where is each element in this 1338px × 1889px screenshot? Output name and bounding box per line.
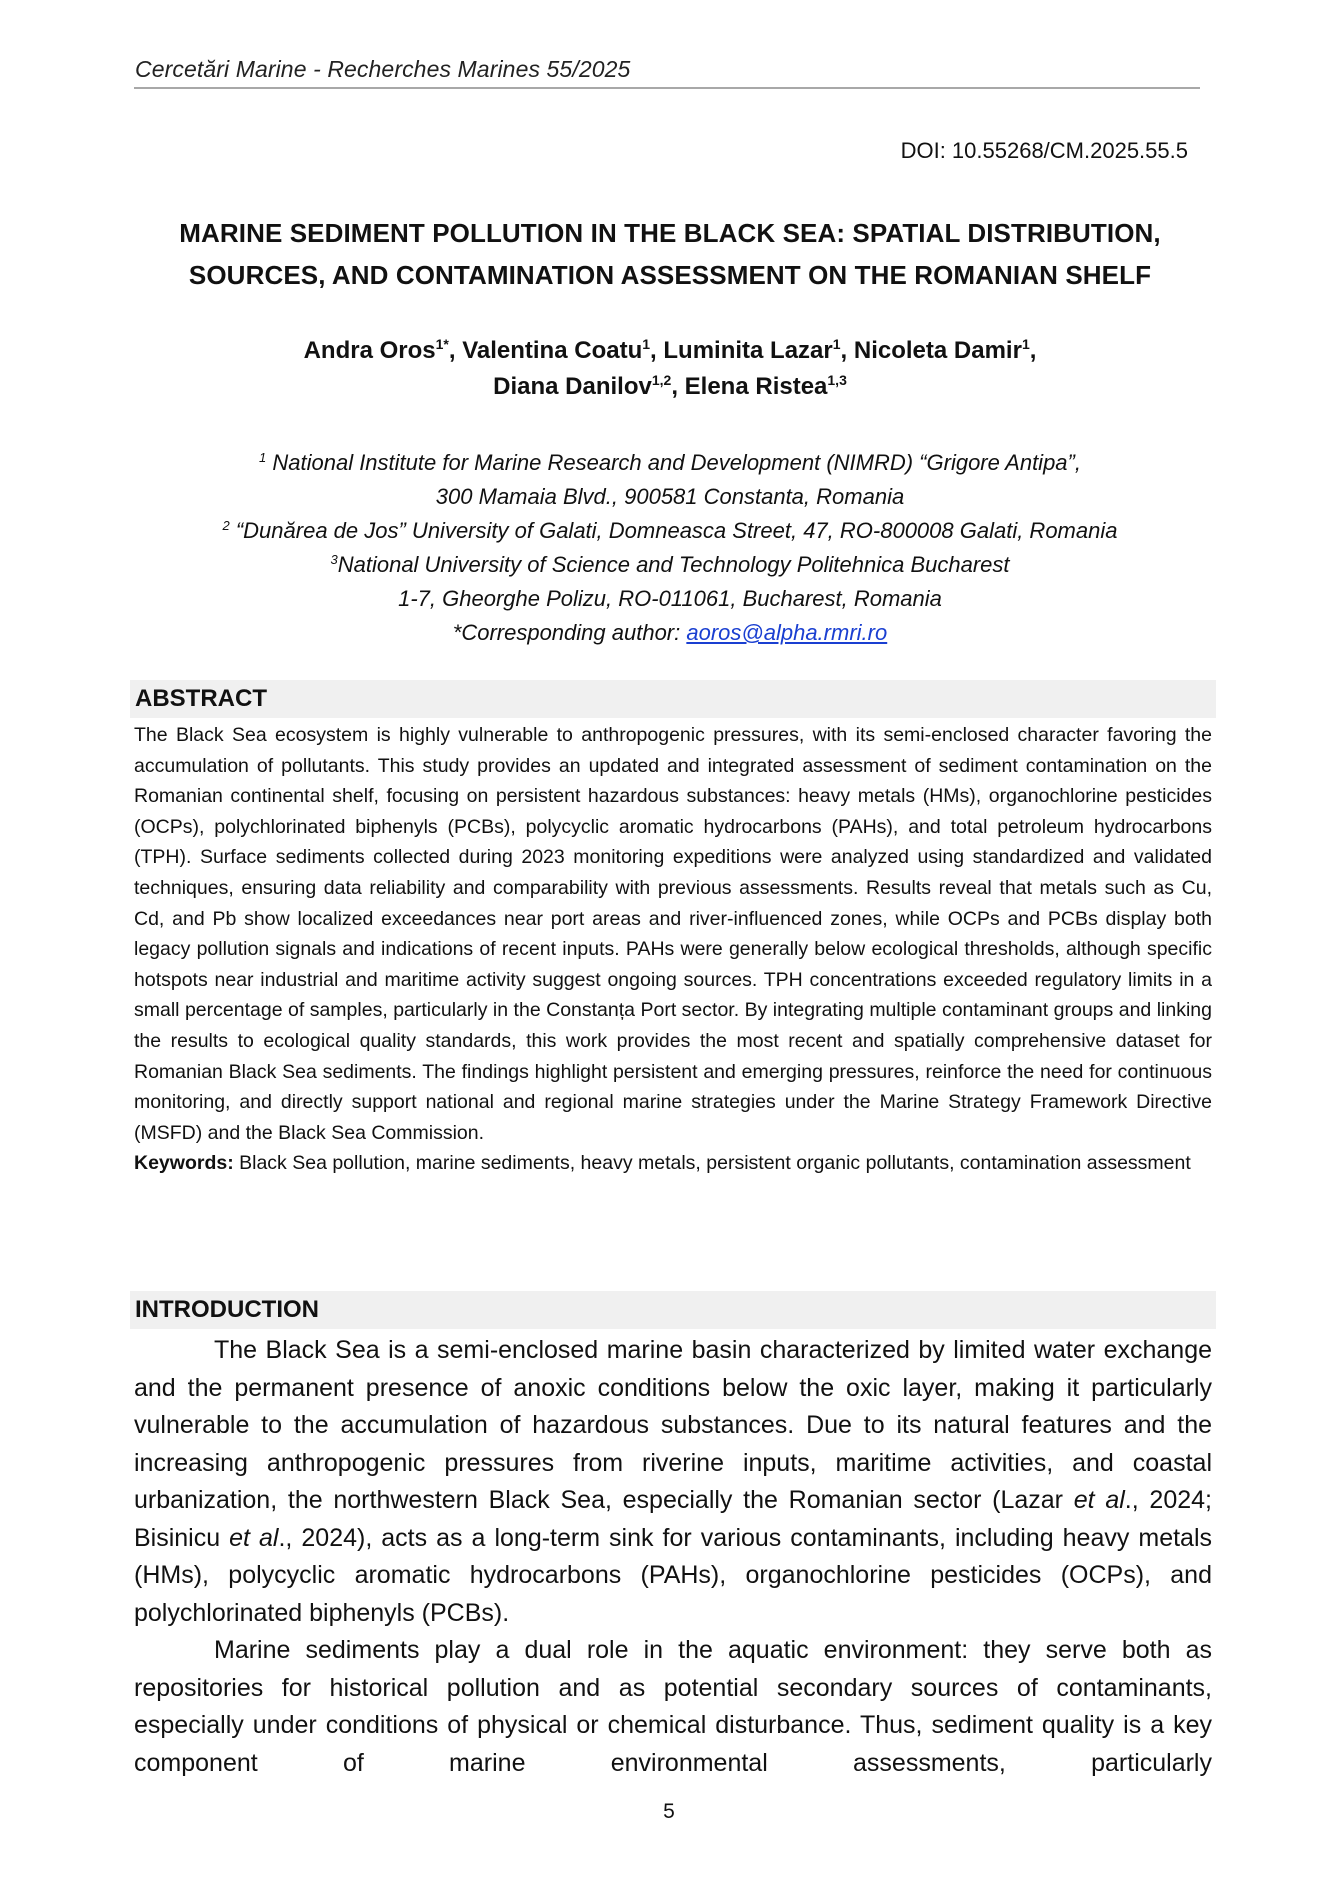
affiliation-1 [120,446,1220,480]
text-run: ., 2024; Bisinicu [134,1486,1212,1552]
running-header: Cercetări Marine - Recherches Marines 55/2025 [135,56,631,82]
author-name: Elena Ristea [684,373,828,400]
corresponding-email-link[interactable]: aoros@alpha.rmri.ro [686,620,888,645]
author-affiliation-mark: 1,3 [827,372,847,388]
affiliation-mark: 3 [330,552,338,567]
abstract-heading: ABSTRACT [130,680,1216,718]
introduction-body [134,1332,1212,1782]
author-separator: , [1029,337,1037,364]
introduction-paragraph-1 [134,1332,1212,1632]
author-list [120,333,1220,405]
author-name: Andra Oros [303,337,436,364]
citation-etal: et al [1073,1486,1125,1514]
affiliations [120,446,1220,650]
author-name: Luminita Lazar [663,337,833,364]
citation-etal: et al [229,1523,279,1552]
author-name: Nicoleta Damir [853,337,1022,364]
introduction-paragraph-2: Marine sediments play a dual role in the aquatic environment: they serve both as repositories for historical pollution and as potential secondary sources of contaminants, especially under conditions of physical or chemical disturbance. Thus, sediment quality is a key component of marine environmental assessments, particularly [134,1636,1212,1777]
introduction-heading: INTRODUCTION [130,1291,1216,1329]
paper-title [120,212,1220,296]
keywords-label: Keywords: [134,1152,234,1175]
abstract-text: The Black Sea ecosystem is highly vulnerable to anthropogenic pressures, with its semi-enclosed character favoring the accumulation of pollutants. This study provides an updated and integrated assessment of sediment contamination on the Romanian continental shelf, focusing on persistent hazardous substances: heavy metals (HMs), organochlorine pesticides (OCPs), polychlorinated biphenyls (PCBs), polycyclic aromatic hydrocarbons (PAHs), and total petroleum hydrocarbons (TPH). Surface sediments collected during 2023 monitoring expeditions were analyzed using standardized and validated techniques, ensuring data reliability and comparability with previous assessments. Results reveal that metals such as Cu, Cd, and Pb show localized exceedances near port areas and river-influenced zones, while OCPs and PCBs display both legacy pollution signals and indications of recent inputs. PAHs were generally below ecological thresholds, although specific hotspots near industrial and maritime activity suggest ongoing sources. TPH concentrations exceeded regulatory limits in a small percentage of samples, particularly in the Constanța Port sector. By integrating multiple contaminant groups and linking the results to ecological quality standards, this work provides the most recent and spatially comprehensive dataset for Romanian Black Sea sediments. The findings highlight persistent and emerging pressures, reinforce the need for continuous monitoring, and directly support national and regional marine strategies under the Marine Strategy Framework Directive (MSFD) and the Black Sea Commission. [134,724,1212,1144]
text-run: ., 2024), acts as a long-term sink for various contaminants, including heavy metals (HMs), polycyclic aromatic hydrocarbons (PAHs), organochlorine pesticides (OCPs), and polychlorinated biphenyls (PCBs). [134,1523,1212,1627]
affiliation-1-address: 300 Mamaia Blvd., 900581 Constanta, Romania [435,484,905,509]
keywords-list: Black Sea pollution, marine sediments, heavy metals, persistent organic pollutants, contamination assessment [233,1152,1191,1175]
affiliation-mark: 1 [259,450,267,465]
author-name: Diana Danilov [493,373,652,400]
author-affiliation-mark: 1 [642,336,651,352]
doi: DOI: 10.55268/CM.2025.55.5 [900,138,1188,163]
author-separator: , [650,337,664,364]
author-affiliation-mark: 1,2 [651,372,672,388]
authors-line-1 [120,333,1220,369]
header-divider [134,87,1200,89]
page-number: 5 [663,1800,675,1823]
affiliation-mark: 2 [222,518,230,533]
corresponding-author-label: *Corresponding author: [452,620,687,645]
keywords [134,1148,1212,1179]
affiliation-3 [120,548,1220,582]
author-affiliation-mark: 1* [435,336,449,352]
abstract-body [134,720,1212,1179]
affiliation-text: National Institute for Marine Research and Development (NIMRD) “Grigore Antipa”, [266,450,1081,475]
corresponding-author [120,616,1220,650]
author-name: Valentina Coatu [462,337,643,364]
title-line-2: SOURCES, AND CONTAMINATION ASSESSMENT ON THE ROMANIAN SHELF [188,260,1152,290]
author-affiliation-mark: 1 [832,336,841,352]
affiliation-3-address: 1-7, Gheorghe Polizu, RO-011061, Bucharest, Romania [398,586,942,611]
authors-line-2 [120,369,1220,405]
author-separator: , [448,337,463,364]
title-line-1: MARINE SEDIMENT POLLUTION IN THE BLACK SEA: SPATIAL DISTRIBUTION, [179,218,1161,248]
author-affiliation-mark: 1 [1021,336,1030,352]
affiliation-text: National University of Science and Technology Politehnica Bucharest [337,552,1010,577]
author-separator: , [840,337,854,364]
text-run: The Black Sea is a semi-enclosed marine basin characterized by limited water exchange and the permanent presence of anoxic conditions below the oxic layer, making it particularly vulnerable to the accumulation of hazardous substances. Due to its natural features and the increasing anthropogenic pressures from riverine inputs, maritime activities, and coastal urbanization, the northwestern Black Sea, especially the Romanian sector (Lazar [134,1336,1212,1514]
affiliation-2 [120,514,1220,548]
affiliation-text: “Dunărea de Jos” University of Galati, Domneasca Street, 47, RO-800008 Galati, Romania [229,518,1118,543]
author-separator: , [671,373,685,400]
